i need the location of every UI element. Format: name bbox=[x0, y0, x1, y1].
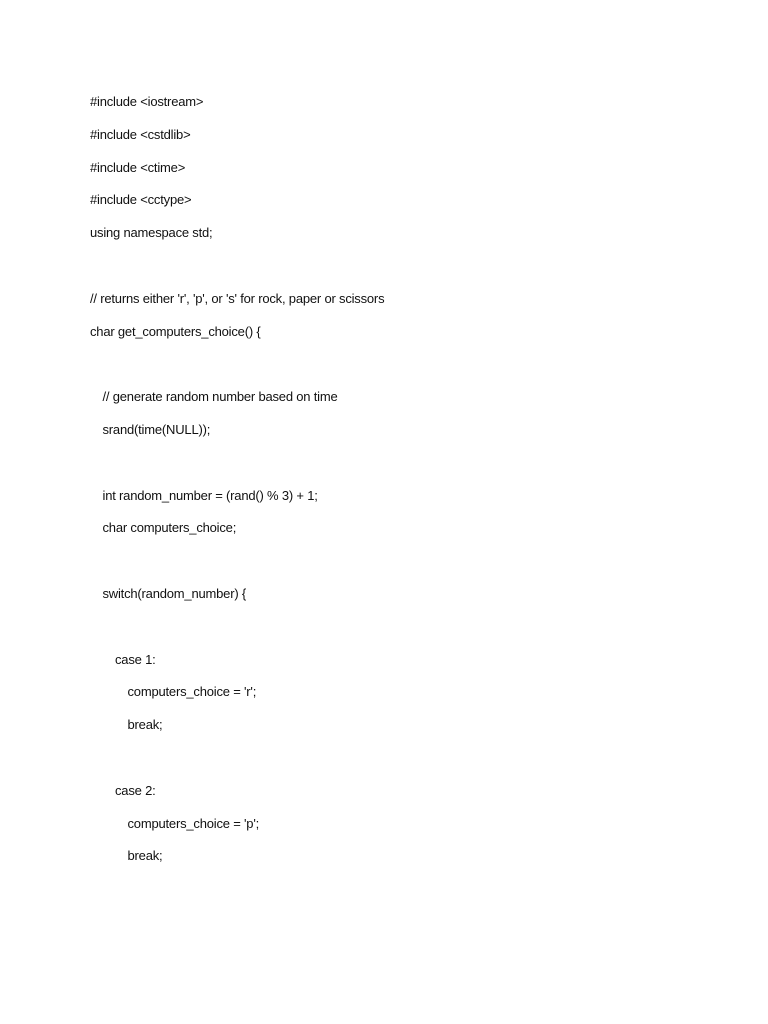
code-line-include-cctype: #include <cctype> bbox=[90, 192, 192, 208]
blank-line bbox=[90, 353, 710, 386]
code-line-random-number: int random_number = (rand() % 3) + 1; bbox=[102, 487, 318, 503]
code-listing bbox=[90, 91, 710, 878]
code-comment-generate: // generate random number based on time bbox=[102, 389, 338, 405]
code-line-case-1: case 1: bbox=[115, 651, 156, 667]
code-line-using-namespace: using namespace std; bbox=[90, 225, 213, 241]
code-comment-returns: // returns either 'r', 'p', or 's' for rock, paper or scissors bbox=[90, 290, 385, 306]
code-line-srand: srand(time(NULL)); bbox=[102, 421, 211, 437]
code-line-assign-r: computers_choice = 'r'; bbox=[127, 684, 257, 700]
code-line-computers-choice-decl: char computers_choice; bbox=[102, 520, 237, 536]
code-line-break: break; bbox=[127, 848, 163, 864]
code-line-break: break; bbox=[127, 717, 163, 733]
blank-line bbox=[90, 452, 710, 485]
code-line-include-ctime: #include <ctime> bbox=[90, 159, 186, 175]
blank-line bbox=[90, 550, 710, 583]
code-line-case-2: case 2: bbox=[115, 782, 156, 798]
code-line-switch: switch(random_number) { bbox=[102, 585, 247, 601]
code-line-include-cstdlib: #include <cstdlib> bbox=[90, 126, 191, 142]
code-line-function-signature: char get_computers_choice() { bbox=[90, 323, 261, 339]
blank-line bbox=[90, 747, 710, 780]
code-line-include-iostream: #include <iostream> bbox=[90, 94, 204, 109]
code-line-assign-p: computers_choice = 'p'; bbox=[127, 815, 260, 831]
blank-line bbox=[90, 255, 710, 288]
blank-line bbox=[90, 616, 710, 649]
